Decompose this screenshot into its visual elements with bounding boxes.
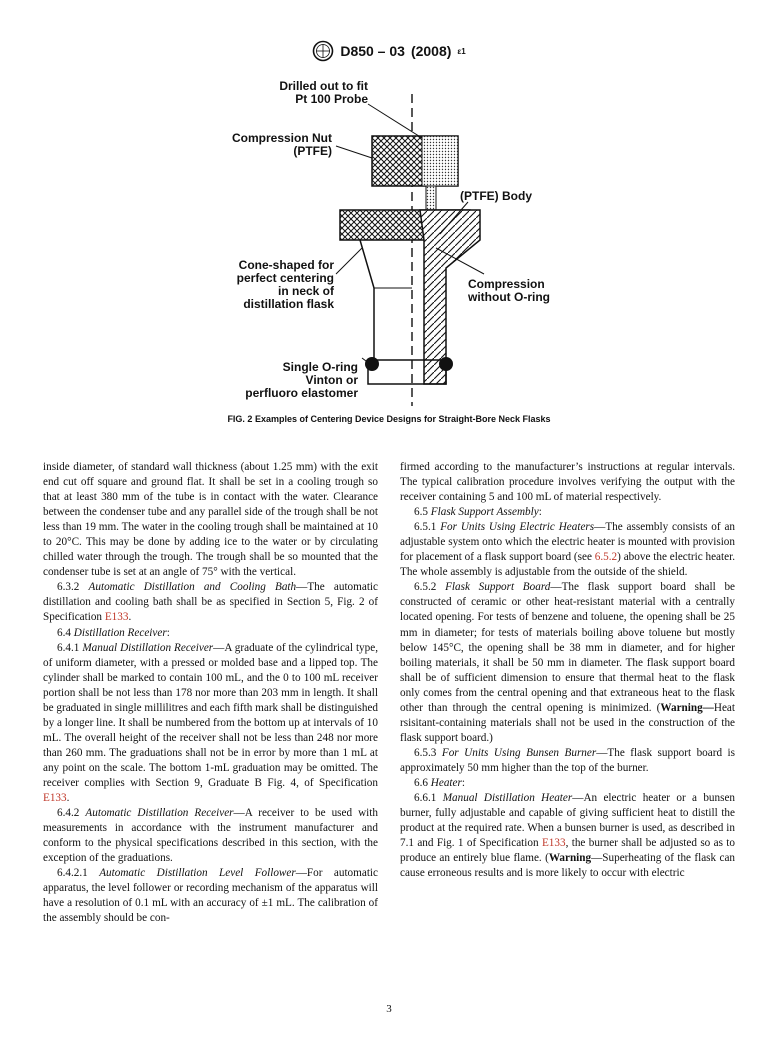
designation-heading: D850 – 03 (2008) ε1	[312, 40, 465, 62]
paragraph: firmed according to the manufacturer’s instructions at regular intervals. The typical calibration procedure involves verifying the output with the receiver containing 5 and 100 mL of material respectively.	[400, 461, 735, 504]
label-ptfe-body: (PTFE) Body	[460, 189, 532, 203]
label-drilled: Drilled out to fit Pt 100 Probe	[279, 79, 368, 106]
section-6-4-2: 6.4.2 Automatic Distillation Receiver—A receiver to be used with measurements in accordance with the instrument manufacturer and conform to the physical specifications described in this section, with the exception of the graduations.	[43, 807, 378, 865]
e133-link[interactable]: E133	[104, 611, 129, 624]
paragraph: inside diameter, of standard wall thickness (about 1.25 mm) with the exit end cut off square and ground flat. It shall be set in a cooling trough so that at least 380 mm of the tube is in contact with the water. Clearance between the condenser tube and any parallel side of the trough shall be not less than 19 mm. The water in the cooling trough shall be maintained at 10 to 20°C. This may be done by adding ice to the water or by circulating chilled water through the trough. The trough shall be so mounted that the condenser tube is set at an angle of 75° with the vertical.	[43, 461, 378, 579]
section-6-4: 6.4 Distillation Receiver:	[57, 626, 170, 639]
e133-link[interactable]: E133	[541, 837, 566, 850]
section-6-4-1: 6.4.1 Manual Distillation Receiver—A graduate of the cylindrical type, of uniform diameter, with a pressed or molded base and a lipped top. The cylinder shall be marked to contain 100 mL, and the 0 to 100 mL receiver portion shall be not less than 178 nor more than 203 mm in length. It shall be graduated in single millilitres and each fifth mark shall be distinguished by a longer line. It shall be numbered from the bottom up at intervals of 10 mL. The overall height of the receiver shall not be less than 248 nor more than 260 mm. The graduations shall not be in error by more than 1 mL at any point on the scale. The bottom 1-mL graduation may be omitted. The receiver complies with Section 9, Graduate B Fig. 4, of Specification E133.	[43, 641, 379, 805]
figure-caption: FIG. 2 Examples of Centering Device Designs for Straight-Bore Neck Flasks	[227, 414, 551, 424]
section-6-5: 6.5 Flask Support Assembly:	[414, 506, 542, 519]
section-6-5-1: 6.5.1 For Units Using Electric Heaters—The assembly consists of an adjustable system onto which the electric heater is mounted with provision for placement of a flask support board (see 6.5.2) above the electric heater. The whole assembly is adjustable from the outside of the shield.	[400, 521, 736, 579]
left-column	[43, 460, 378, 926]
section-6-4-2-1: 6.4.2.1 Automatic Distillation Level Follower—For automatic apparatus, the level follower or recording mechanism of the apparatus will have a resolution of 0.1 mL with an accuracy of ±1 mL. The calibration of the assembly should be con-	[43, 867, 378, 925]
astm-logo-icon	[312, 40, 334, 62]
centering-device-diagram	[0, 78, 778, 408]
label-compression-nut: Compression Nut (PTFE)	[231, 131, 332, 158]
page-number: 3	[386, 1003, 392, 1015]
section-6-5-2: 6.5.2 Flask Support Board—The flask support board shall be constructed of ceramic or other heat-resistant material with a centrally located opening. For tests of benzene and toluene, the opening shall be 25 mm in diameter; for tests of materials boiling above toluene but mostly below 145°C, the opening shall be 38 mm in diameter, and for higher boiling materials, it shall be 50 mm in diameter. The flask support board shall be of sufficient dimension to ensure that thermal heat to the flask only comes from the central opening and that extraneous heat to the flask other than through the central opening is minimized. (Warning—Heat rsisitant-containing materials shall not be used in the construction of the flask support board.)	[400, 581, 736, 744]
figure-centering-device	[0, 78, 778, 408]
label-compression-no-oring: Compression without O-ring	[468, 277, 550, 304]
section-6-5-3: 6.5.3 For Units Using Bunsen Burner—The flask support board is approximately 50 mm higher than the top of the burner.	[400, 746, 736, 774]
section-6-5-2-link[interactable]: 6.5.2	[594, 551, 618, 564]
section-6-6: 6.6 Heater:	[414, 776, 465, 789]
label-single-oring: Single O-ring Vinton or perfluoro elastomer	[245, 360, 358, 400]
label-cone-shaped: Cone-shaped for perfect centering in neck of distillation flask	[236, 258, 334, 311]
section-6-3-2: 6.3.2 Automatic Distillation and Cooling Bath—The automatic distillation and cooling bath shall be as specified in Section 5, Fig. 2 of Specification E133.	[43, 581, 378, 624]
section-6-6-1: 6.6.1 Manual Distillation Heater—An electric heater or a bunsen burner, fully adjustable and capable of giving sufficient heat to distill the product at the required rate. When a bunsen burner is used, as described in 7.1 and Fig. 1 of Specification E133, the burner shall be adjusted so as to produce an entirely blue flame. (Warning—Superheating of the flask can cause erroneous results and is more likely to occur with electric	[400, 792, 736, 880]
right-column	[400, 460, 735, 881]
page-header	[0, 40, 778, 67]
e133-link[interactable]: E133	[43, 792, 67, 805]
